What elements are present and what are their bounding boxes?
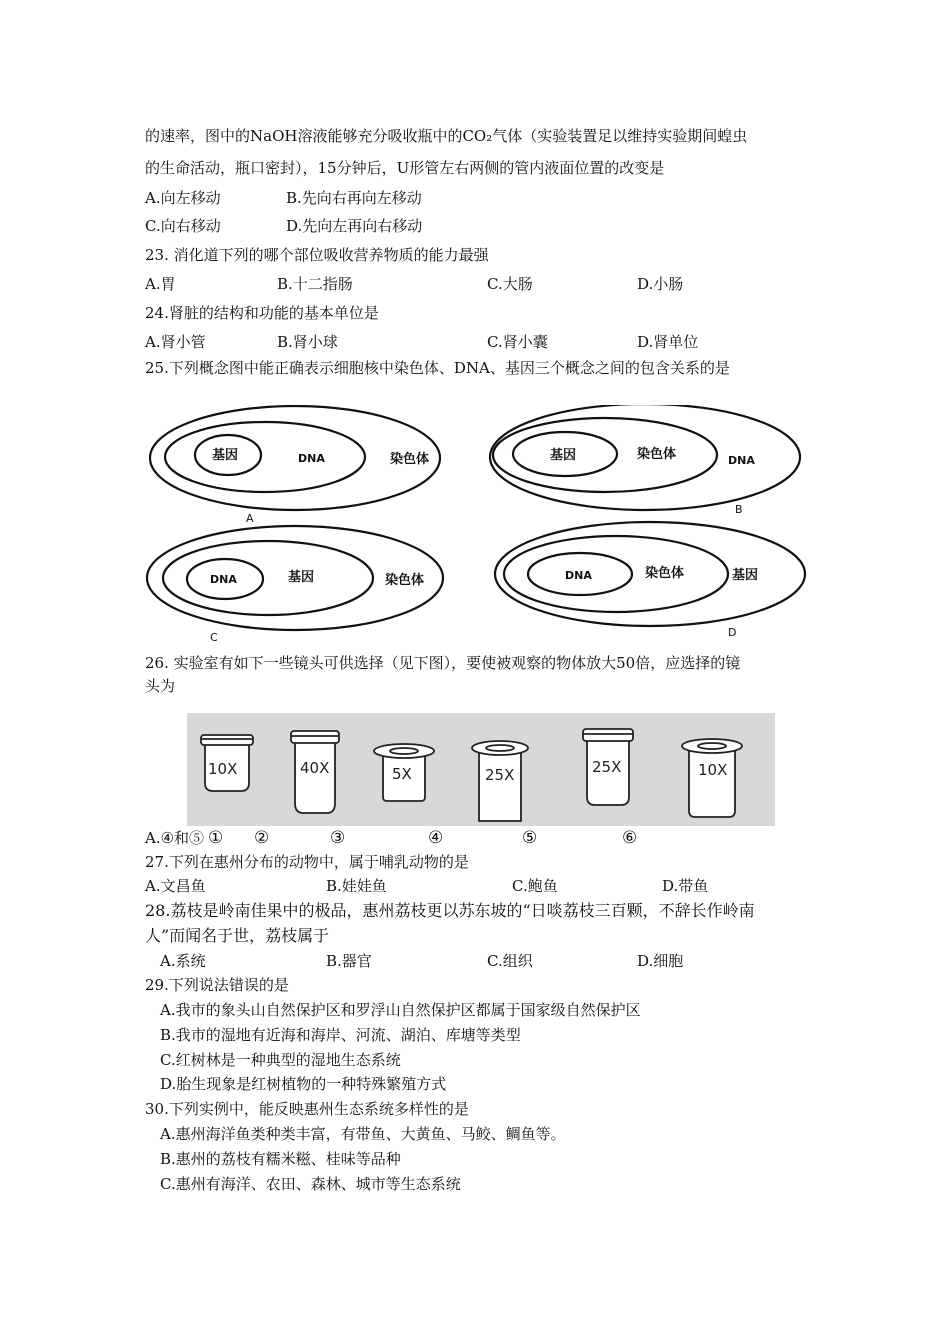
diagram-a-middle: DNA [298, 452, 325, 465]
text-line: 的生命活动，瓶口密封），15分钟后，U形管左右两侧的管内液面位置的改变是 [145, 159, 665, 177]
diagram-c-inner: DNA [210, 573, 237, 586]
option-c: C.肾小囊 [487, 333, 548, 351]
question-23: 23. 消化道下列的哪个部位吸收营养物质的能力最强 [145, 246, 489, 264]
option-b: B.先向右再向左移动 [286, 189, 422, 207]
option-d: D.带鱼 [662, 877, 709, 895]
question-30: 30.下列实例中，能反映惠州生态系统多样性的是 [145, 1100, 469, 1118]
lens-number-1: ① [208, 828, 224, 848]
lens-5-label: 25X [592, 758, 622, 776]
option-b: B.十二指肠 [277, 275, 353, 293]
diagram-b-letter: B [735, 503, 743, 516]
option-a: A.胃 [145, 275, 176, 293]
diagram-d-inner: DNA [565, 569, 592, 582]
question-27: 27.下列在惠州分布的动物中，属于哺乳动物的是 [145, 853, 469, 871]
lens-number-5: ⑤ [522, 828, 538, 848]
diagram-c-middle: 基因 [288, 570, 315, 585]
option-b: B.惠州的荔枝有糯米糍、桂味等品种 [160, 1150, 401, 1168]
diagram-b-inner: 基因 [550, 448, 577, 463]
option-c: C.鲍鱼 [512, 877, 558, 895]
diagram-d-outer: 基因 [732, 568, 759, 583]
option-b: B.肾小球 [277, 333, 338, 351]
option-c: C.大肠 [487, 275, 533, 293]
question-25: 25.下列概念图中能正确表示细胞核中染色体、DNA、基因三个概念之间的包含关系的是 [145, 359, 730, 377]
option-d: D.小肠 [637, 275, 684, 293]
option-d: D.先向左再向右移动 [286, 217, 423, 235]
lens-figure [187, 713, 775, 826]
lens-4-label: 25X [485, 766, 515, 784]
diagram-a-letter: A [246, 512, 254, 525]
diagram-b-outer: DNA [728, 454, 755, 467]
diagram-d-middle: 染色体 [645, 566, 685, 581]
option-b: B.我市的湿地有近海和海岸、河流、湖泊、库塘等类型 [160, 1026, 521, 1044]
diagram-b-middle: 染色体 [637, 447, 677, 462]
lens-number-4: ④ [428, 828, 444, 848]
option-d: D.细胞 [637, 952, 684, 970]
option-b: B.娃娃鱼 [326, 877, 387, 895]
option-a: A.我市的象头山自然保护区和罗浮山自然保护区都属于国家级自然保护区 [160, 1001, 641, 1019]
option-a: A.系统 [160, 952, 206, 970]
lens-number-3: ③ [330, 828, 346, 848]
question-26-cont: 头为 [145, 677, 176, 695]
diagram-d-letter: D [728, 626, 737, 639]
option-a: A.向左移动 [145, 189, 221, 207]
option-c: C.红树林是一种典型的湿地生态系统 [160, 1051, 401, 1069]
q26-answer-partial: A.④和⑤ [145, 829, 205, 847]
question-29: 29.下列说法错误的是 [145, 976, 289, 994]
lens-3-label: 5X [392, 765, 412, 783]
option-a: A.惠州海洋鱼类种类丰富，有带鱼、大黄鱼、马鲛、鲷鱼等。 [160, 1125, 566, 1143]
option-d: D.胎生现象是红树植物的一种特殊繁殖方式 [160, 1075, 447, 1093]
option-b: B.器官 [326, 952, 372, 970]
lens-6-label: 10X [698, 761, 728, 779]
option-a: A.肾小管 [145, 333, 206, 351]
diagram-c-letter: C [210, 631, 218, 644]
text-line: 的速率，图中的NaOH溶液能够充分吸收瓶中的CO₂气体（实验装置足以维持实验期间蝗虫 [145, 127, 748, 145]
lens-number-2: ② [254, 828, 270, 848]
concept-diagrams [140, 405, 810, 645]
option-c: C.惠州有海洋、农田、森林、城市等生态系统 [160, 1175, 461, 1193]
option-a: A.文昌鱼 [145, 877, 206, 895]
question-28-cont: 人”而闻名于世，荔枝属于 [145, 926, 330, 945]
question-28: 28.荔枝是岭南佳果中的极品，惠州荔枝更以苏东坡的“日啖荔枝三百颗，不辞长作岭南 [145, 901, 755, 920]
lens-1-label: 10X [208, 760, 238, 778]
option-d: D.肾单位 [637, 333, 699, 351]
option-c: C.向右移动 [145, 217, 221, 235]
diagram-c-outer: 染色体 [385, 573, 425, 588]
option-c: C.组织 [487, 952, 533, 970]
diagram-a-outer: 染色体 [390, 452, 430, 467]
lens-2-label: 40X [300, 759, 330, 777]
lens-number-6: ⑥ [622, 828, 638, 848]
question-24: 24.肾脏的结构和功能的基本单位是 [145, 304, 379, 322]
question-26: 26. 实验室有如下一些镜头可供选择（见下图），要使被观察的物体放大50倍，应选择的镜 [145, 654, 741, 672]
diagram-a-inner: 基因 [212, 448, 239, 463]
